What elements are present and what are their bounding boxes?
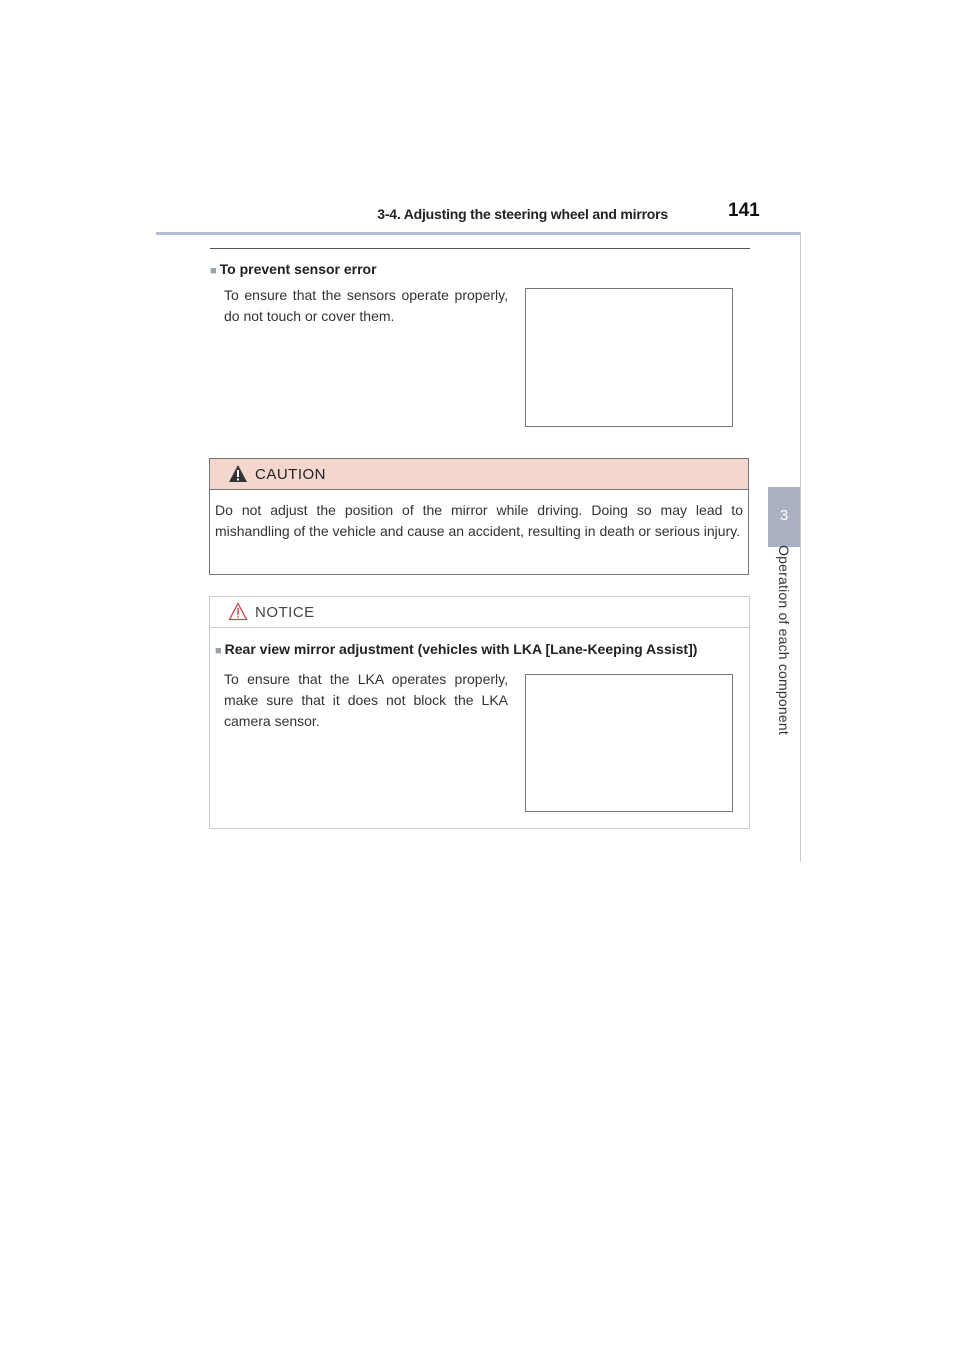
sensor-figure [525, 288, 733, 427]
warning-triangle-outline-icon [228, 602, 248, 621]
square-bullet-icon: ■ [215, 645, 222, 657]
chapter-label: Operation of each component [776, 545, 792, 735]
caution-text: Do not adjust the position of the mirror while driving. Doing so may lead to mishandling of the vehicle and cause an accident, resulting in death or serious injury. [215, 502, 743, 539]
camera-sensor-figure [525, 674, 733, 812]
section-body-text: To ensure that the sensors operate properly, do not touch or cover them. [224, 287, 508, 324]
square-bullet-icon: ■ [210, 265, 217, 277]
header-section-title: 3-4. Adjusting the steering wheel and mirrors [377, 206, 668, 222]
header-divider [156, 232, 800, 235]
caution-box [209, 458, 749, 575]
notice-heading [215, 641, 697, 657]
section-heading [210, 261, 377, 277]
notice-heading-text: Rear view mirror adjustment (vehicles with LKA [Lane-Keeping Assist]) [224, 641, 698, 657]
notice-box [209, 596, 750, 829]
section-heading-text: To prevent sensor error [219, 261, 377, 277]
chapter-tab[interactable]: 3 [768, 487, 800, 547]
notice-body-text: To ensure that the LKA operates properly, make sure that it does not block the LKA camera sensor. [224, 671, 508, 729]
content-divider [210, 248, 750, 249]
warning-triangle-filled-icon [228, 464, 248, 483]
page-number: 141 [728, 200, 760, 221]
caution-header [210, 459, 748, 490]
notice-title: NOTICE [255, 604, 315, 621]
caution-title: CAUTION [255, 466, 326, 483]
notice-header [210, 597, 749, 628]
side-divider [800, 232, 801, 862]
